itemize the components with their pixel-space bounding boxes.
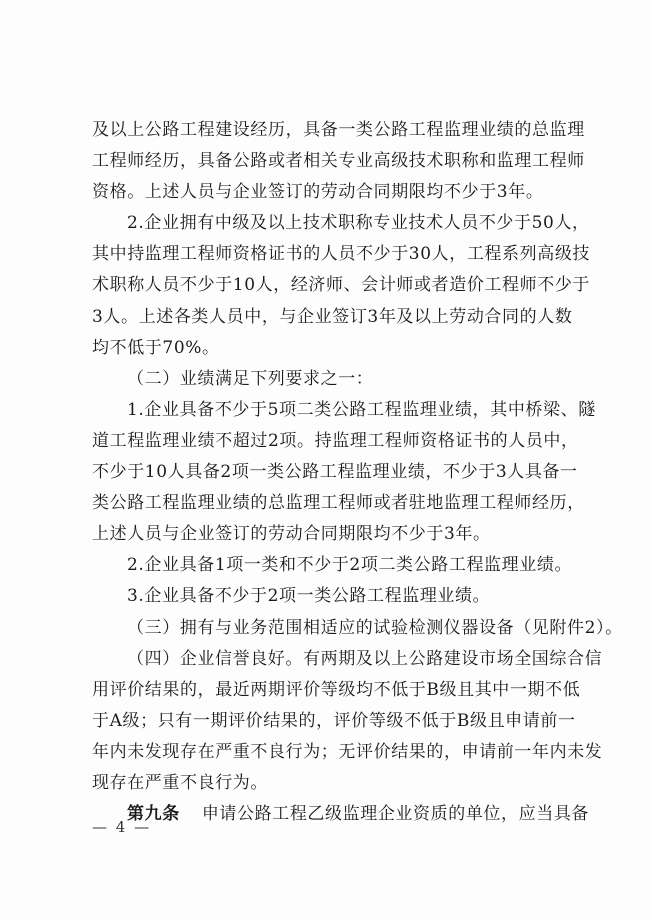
text-line-2: 工程师经历，具备公路或者相关专业高级技术职称和监理工程师 xyxy=(92,151,585,172)
text-line-4: 2.企业拥有中级及以上技术职称专业技术人员不少于50人， xyxy=(127,213,590,234)
article-line xyxy=(92,799,590,830)
text-line-20: 于A级；只有一期评价结果的，评价等级不低于B级且申请前一 xyxy=(92,710,576,731)
text-line-5: 其中持监理工程师资格证书的人员不少于30人，工程系列高级技 xyxy=(92,244,591,265)
text-line-22: 现存在严重不良行为。 xyxy=(92,772,268,793)
section-heading-2: （二）业绩满足下列要求之一： xyxy=(127,368,374,389)
section-heading-4: （四）企业信誉良好。有两期及以上公路建设市场全国综合信 xyxy=(127,648,603,669)
text-line-12: 不少于10人具备2项一类公路工程监理业绩，不少于3人具备一 xyxy=(92,462,578,483)
article-title: 第九条 xyxy=(127,804,180,825)
text-line-21: 年内未发现存在严重不良行为；无评价结果的，申请前一年内未发 xyxy=(92,741,603,762)
text-line-8: 均不低于70%。 xyxy=(92,337,220,358)
document-body xyxy=(92,115,623,830)
text-line-7: 3人。上述各类人员中，与企业签订3年及以上劳动合同的人数 xyxy=(92,306,573,327)
text-line-14: 上述人员与企业签订的劳动合同期限均不少于3年。 xyxy=(92,524,491,545)
text-line-13: 类公路工程监理业绩的总监理工程师或者驻地监理工程师经历， xyxy=(92,493,585,514)
text-line-19: 用评价结果的，最近两期评价等级均不低于B级且其中一期不低 xyxy=(92,679,581,700)
text-line-3: 资格。上述人员与企业签订的劳动合同期限均不少于3年。 xyxy=(92,182,544,203)
page-number: — 4 — xyxy=(92,818,152,836)
article-text: 申请公路工程乙级监理企业资质的单位，应当具备 xyxy=(201,804,590,825)
text-line-1: 及以上公路工程建设经历，具备一类公路工程监理业绩的总监理 xyxy=(92,120,585,140)
text-line-6: 术职称人员不少于10人，经济师、会计师或者造价工程师不少于 xyxy=(92,275,591,296)
text-line-16: 3.企业具备不少于2项一类公路工程监理业绩。 xyxy=(127,586,491,607)
section-heading-3: （三）拥有与业务范围相适应的试验检测仪器设备（见附件2）。 xyxy=(127,617,623,638)
text-line-11: 道工程监理业绩不超过2项。持监理工程师资格证书的人员中， xyxy=(92,430,579,451)
text-line-15: 2.企业具备1项一类和不少于2项二类公路工程监理业绩。 xyxy=(127,555,573,576)
text-line-10: 1.企业具备不少于5项二类公路工程监理业绩，其中桥梁、隧 xyxy=(127,399,596,420)
